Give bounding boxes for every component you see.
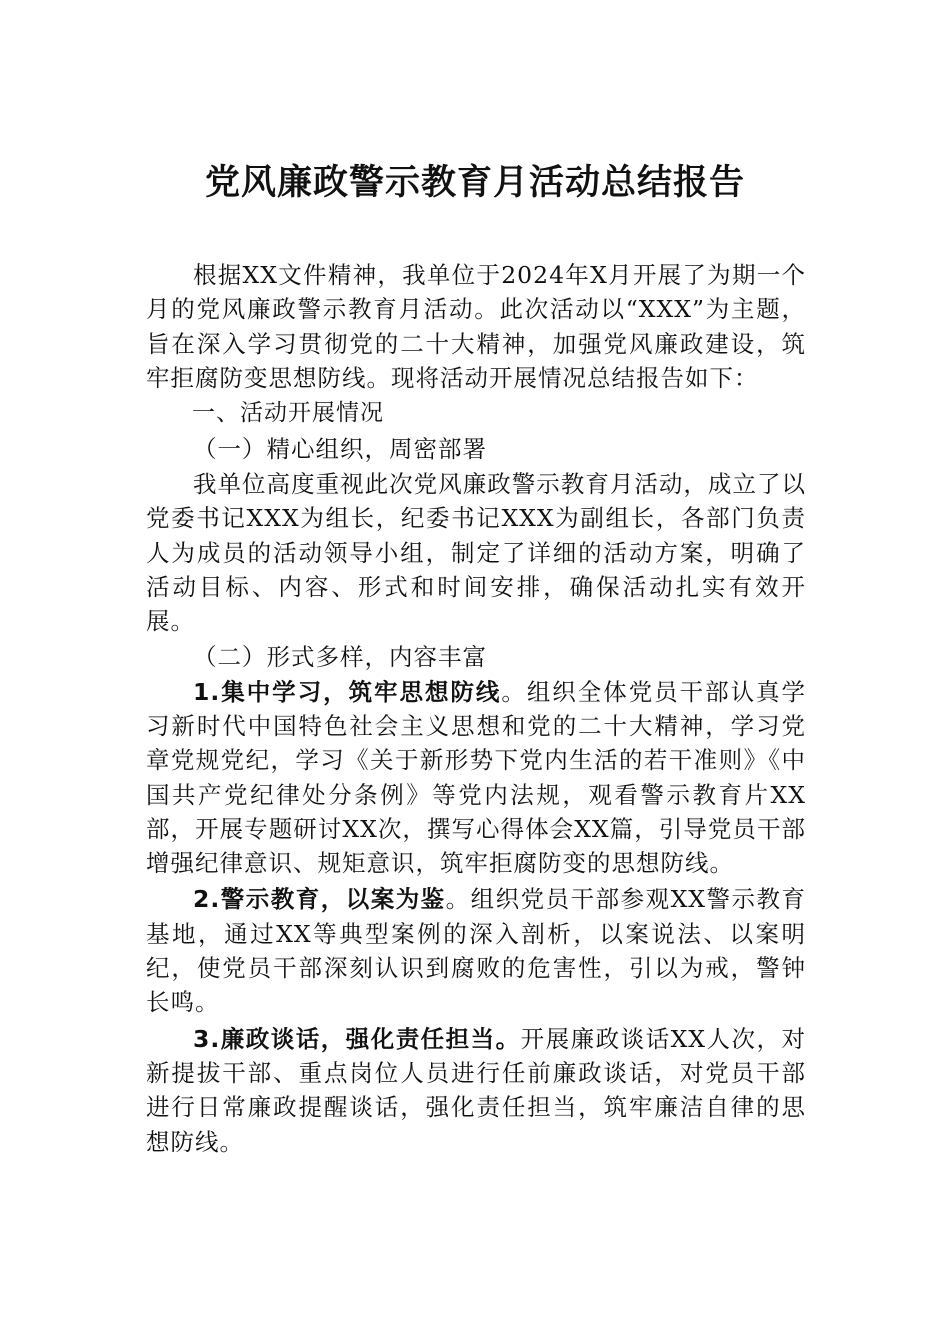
item-paragraph-3 xyxy=(146,1022,806,1159)
subsection-heading-2: （二）形式多样，内容丰富 xyxy=(193,642,487,671)
item-lead-1: 1.集中学习，筑牢思想防线 xyxy=(193,677,502,706)
item-text-2: 。组织党员干部参观XX警示教育基地，通过XX等典型案例的深入剖析，以案说法、以案明纪，使党员干部深刻认识到腐败的危害性，引以为戒，警钟长鸣。 xyxy=(146,885,806,1017)
intro-paragraph: 根据XX文件精神，我单位于2024年X月开展了为期一个月的党风廉政警示教育月活动。此次活动以“XXX”为主题，旨在深入学习贯彻党的二十大精神，加强党风廉政建设，筑牢拒腐防变思想防线。现将活动开展情况总结报告如下： xyxy=(146,261,806,392)
item-paragraph-1 xyxy=(146,675,806,881)
item-lead-3: 3.廉政谈话，强化责任担当。 xyxy=(193,1024,521,1053)
document-body xyxy=(146,258,806,1159)
item-lead-2: 2.警示教育，以案为鉴 xyxy=(193,885,446,914)
section-heading-1: 一、活动开展情况 xyxy=(192,400,384,427)
document-title: 党风廉政警示教育月活动总结报告 xyxy=(204,162,745,203)
subsection-paragraph-1: 我单位高度重视此次党风廉政警示教育月活动，成立了以党委书记XXX为组长，纪委书记XXX为副组长，各部门负责人为成员的活动领导小组，制定了详细的活动方案，明确了活动目标、内容、形式和时间安排，确保活动扎实有效开展。 xyxy=(146,470,806,636)
item-text-3: 开展廉政谈话XX人次，对新提拔干部、重点岗位人员进行任前廉政谈话，对党员干部进行日常廉政提醒谈话，强化责任担当，筑牢廉洁自律的思想防线。 xyxy=(146,1024,806,1156)
item-paragraph-2 xyxy=(146,882,806,1019)
item-text-1: 。组织全体党员干部认真学习新时代中国特色社会主义思想和党的二十大精神，学习党章党规党纪，学习《关于新形势下党内生活的若干准则》《中国共产党纪律处分条例》等党内法规，观看警示教育片XX部，开展专题研讨XX次，撰写心得体会XX篇，引导党员干部增强纪律意识、规矩意识，筑牢拒腐防变的思想防线。 xyxy=(146,677,807,878)
subsection-heading-1: （一）精心组织，周密部署 xyxy=(193,435,487,464)
